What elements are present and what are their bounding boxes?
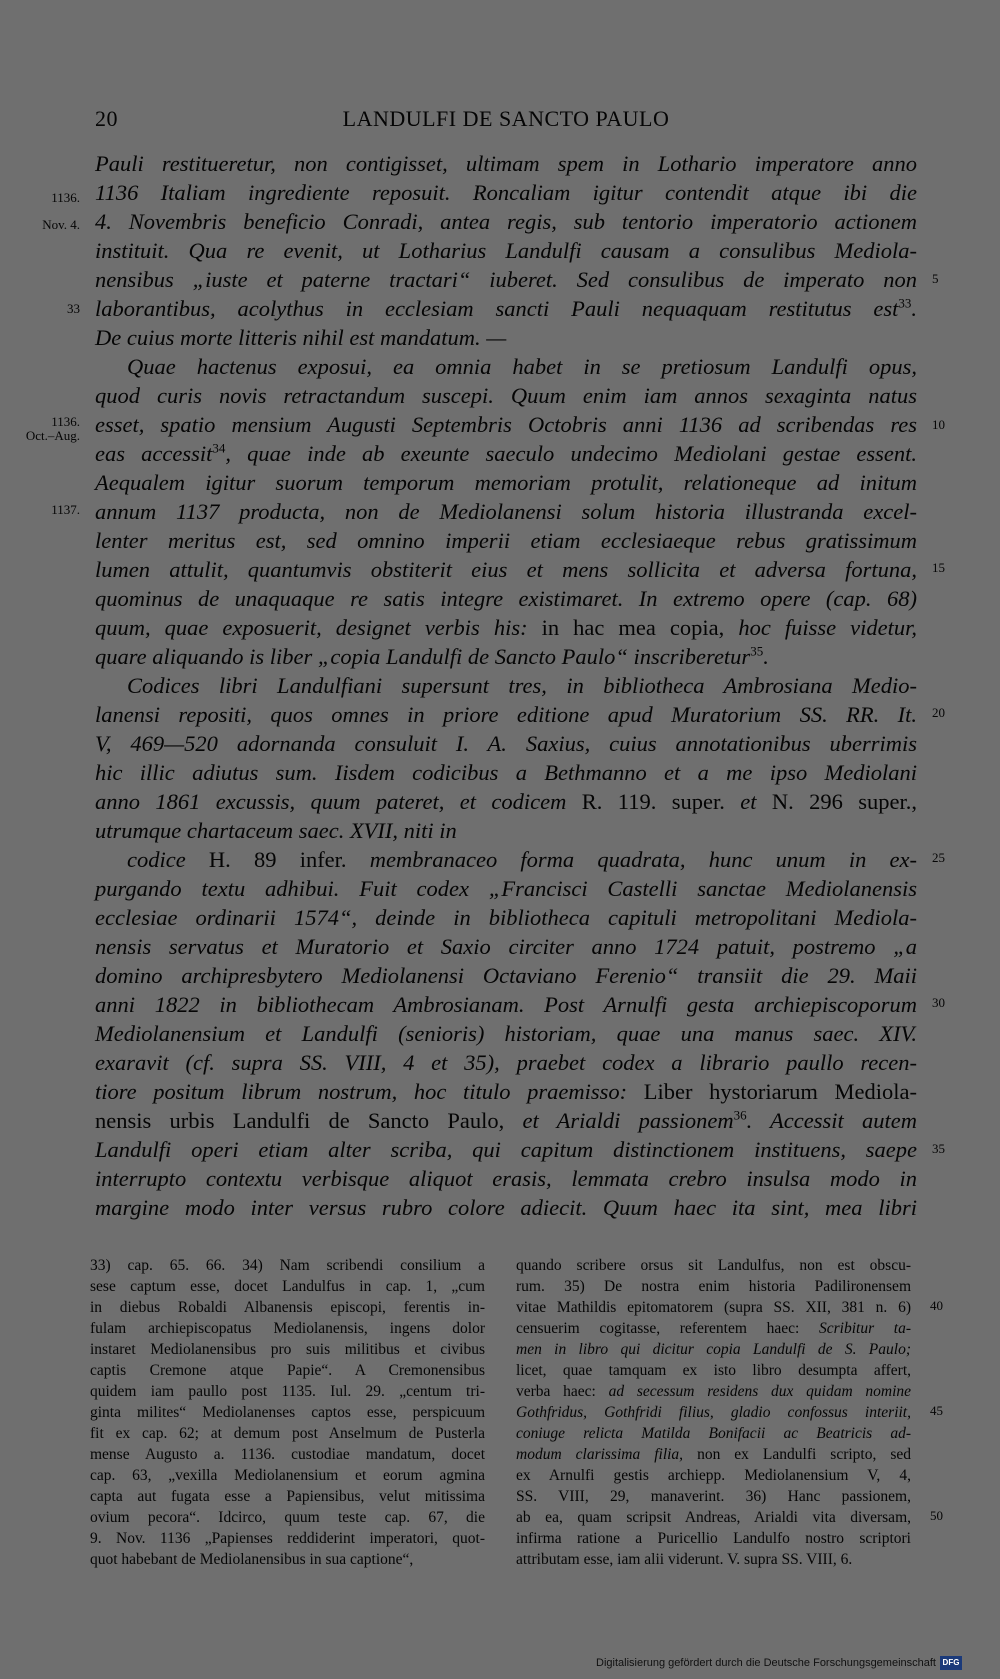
manuscript-title: nensis urbis Landulfi de Sancto Paulo, xyxy=(95,1108,505,1133)
quoted-text: coniuge relicta Matilda Bonifacii ac Beatricis ad- xyxy=(516,1425,911,1442)
footnote-line: quidem iam paullo post 1135. Iul. 29. „centum tri- xyxy=(90,1383,485,1400)
footnote-ref-36: 36 xyxy=(733,1107,747,1123)
line-number: 25 xyxy=(932,850,945,865)
footnote-ref-34: 34 xyxy=(212,440,226,456)
text-line: 1136 Italiam ingrediente reposuit. Roncaliam igitur contendit atque ibi die xyxy=(95,180,917,205)
footnote-line: SS. VIII, 29, manaverint. 36) Hanc passionem, xyxy=(516,1488,911,1505)
line-number: 10 xyxy=(932,417,945,432)
footnote-line: instaret Mediolanensibus pro suis militibus et civibus xyxy=(90,1341,485,1358)
footnote-line: fit ex cap. 62; at demum post Anselmum de Pusterla xyxy=(90,1425,485,1442)
text-line: hic illic adiutus sum. Iisdem codicibus a Bethmanno et a me ipso Mediolani xyxy=(95,760,917,785)
quoted-text: Scribitur ta- xyxy=(818,1320,912,1337)
footnote-line xyxy=(516,1402,911,1423)
margin-note-33: 33 xyxy=(67,301,80,316)
text-line: annum 1137 producta, non de Mediolanensi solum historia illustranda excel- xyxy=(95,499,917,524)
text-span: quare aliquando is liber „copia Landulfi de Sancto Paulo“ inscriberetur xyxy=(95,644,751,669)
footnotes-right-column xyxy=(516,1255,911,1570)
text-line: exaravit (cf. supra SS. VIII, 4 et 35), praebet codex a librario paullo recen- xyxy=(95,1050,917,1075)
text-line: purgando textu adhibui. Fuit codex „Francisci Castelli sanctae Mediolanensis xyxy=(95,876,917,901)
text-line: quare aliquando is liber „copia Landulfi de Sancto Paulo“ inscriberetur$^{35}$. xyxy=(95,643,769,669)
text-line: Landulfi operi etiam alter scriba, qui capitum distinctionem instituens, saepe xyxy=(95,1137,917,1162)
footnote-line: captis Cremone atque Papie“. A Cremonensibus xyxy=(90,1362,485,1379)
page-number: 20 xyxy=(95,106,118,131)
footnote-line-number: 45 xyxy=(930,1403,943,1418)
footnote-line: rum. 35) De nostra enim historia Padilironensem xyxy=(516,1278,911,1295)
footnote-line: attributam esse, iam alii viderunt. V. supra SS. VIII, 6. xyxy=(516,1551,853,1568)
text-span: membranaceo forma quadrata, hunc unum in ex- xyxy=(369,847,918,872)
footnote-line: infirma ratione a Puricellio Landulfo nostro scriptori xyxy=(516,1530,911,1547)
quoted-text: ad secessum residens dux quidam nomine xyxy=(608,1383,912,1400)
text-line xyxy=(95,440,917,468)
digitization-credit: Digitalisierung gefördert durch die Deutsche Forschungsgemeinschaft xyxy=(596,1657,936,1669)
text-line: Mediolanensium et Landulfi (senioris) historiam, quae una manus saec. XIV. xyxy=(95,1021,917,1046)
text-line xyxy=(95,788,917,816)
text-line: nensis servatus et Muratorio et Saxio circiter anno 1724 patuit, postremo „a xyxy=(95,934,917,959)
text-line: nensibus „iuste et paterne tractari“ iuberet. Sed consulibus de imperato non xyxy=(95,267,917,292)
text-line: quod curis novis retractandum suscepi. Quum enim iam annos sexaginta natus xyxy=(95,383,917,408)
text-line: De cuius morte litteris nihil est mandatum. — xyxy=(95,325,507,350)
footnote-line xyxy=(516,1318,911,1339)
text-line: utrumque chartaceum saec. XVII, niti in xyxy=(95,818,457,843)
text-span: et xyxy=(740,789,757,814)
text-span: tiore positum librum nostrum, hoc titulo praemisso: xyxy=(95,1079,628,1104)
footnote-line: sese captum esse, docet Landulfus in cap. 1, „cum xyxy=(90,1278,485,1295)
text-line: Pauli restitueretur, non contigisset, ultimam spem in Lothario imperatore anno xyxy=(95,151,917,176)
text-span: censuerim cogitasse, referentem haec: xyxy=(516,1320,800,1337)
text-span: et Arialdi passionem xyxy=(522,1108,734,1133)
text-line: V, 469—520 adornanda consuluit I. A. Saxius, cuius annotationibus uberrimis xyxy=(95,731,917,756)
text-line: margine modo inter versus rubro colore adiecit. Quum haec ita sint, mea libri xyxy=(95,1195,917,1220)
footnote-line: ovium pecora“. Idcirco, quum teste cap. 67, die xyxy=(90,1509,485,1526)
quoted-text: modum clarissima filia, xyxy=(516,1446,684,1463)
text-span: . Accessit autem xyxy=(746,1108,917,1133)
text-span: non ex Landulfi scripto, sed xyxy=(697,1446,912,1463)
footnote-line: vitae Mathildis epitomatorem (supra SS. XII, 381 n. 6) xyxy=(516,1299,911,1316)
shelfmark: R. 119. super. xyxy=(581,789,725,814)
text-line: domino archipresbytero Mediolanensi Octaviano Ferenio“ transiit die 29. Maii xyxy=(95,963,917,988)
shelfmark: H. 89 infer. xyxy=(208,847,347,872)
footnote-ref-35: 35 xyxy=(750,643,764,659)
text-line: lenter meritus est, sed omnino imperii etiam ecclesiaeque rebus gratissimum xyxy=(95,528,917,553)
margin-oct-aug: Oct.–Aug. xyxy=(25,428,80,443)
punct: . xyxy=(911,296,917,321)
footnote-line: in diebus Robaldi Albanensis episcopi, ferentis in- xyxy=(90,1299,485,1316)
footnote-line-number: 40 xyxy=(930,1298,943,1313)
text-line: instituit. Qua re evenit, ut Lotharius Landulfi causam a consulibus Mediola- xyxy=(95,238,917,263)
text-line: anni 1822 in bibliothecam Ambrosianam. Post Arnulfi gesta archiepiscoporum xyxy=(95,992,917,1017)
text-line: lanensi repositi, quos omnes in priore editione apud Muratorium SS. RR. It. xyxy=(95,702,917,727)
line-number: 15 xyxy=(932,560,945,575)
line-number: 5 xyxy=(932,271,939,286)
line-number: 30 xyxy=(932,995,945,1010)
text-line xyxy=(95,614,917,642)
text-line: esset, spatio mensium Augusti Septembris Octobris anni 1136 ad scribendas res xyxy=(95,412,917,437)
dfg-logo: DFG xyxy=(940,1656,962,1670)
footnote-line: quando scribere orsus sit Landulfus, non est obscu- xyxy=(516,1257,911,1274)
text-span: anno 1861 excussis, quum pateret, et codicem xyxy=(95,789,567,814)
text-span: eas accessit xyxy=(95,441,213,466)
text-line: ecclesiae ordinarii 1574“, deinde in bibliotheca capituli metropolitani Mediola- xyxy=(95,905,917,930)
running-header xyxy=(95,106,917,136)
footnote-line: 9. Nov. 1136 „Papienses reddiderint imperatori, quot- xyxy=(90,1530,485,1547)
text-line xyxy=(95,846,917,874)
text-span: laborantibus, acolythus in ecclesiam sancti Pauli nequaquam restitutus est xyxy=(95,296,899,321)
manuscript-title: Liber hystoriarum Mediola- xyxy=(643,1079,917,1104)
margin-nov-4: Nov. 4. xyxy=(42,217,80,232)
footnote-line: 33) cap. 65. 66. 34) Nam scribendi consilium a xyxy=(90,1257,485,1274)
footnote-line xyxy=(516,1381,911,1402)
text-span: hoc fuisse videtur, xyxy=(738,615,918,640)
text-line: 4. Novembris beneficio Conradi, antea regis, sub tentorio imperatorio actionem xyxy=(95,209,917,234)
text-line xyxy=(95,1107,917,1135)
footnotes-left-column xyxy=(90,1255,485,1570)
footnote-line: licet, quae tamquam ex isto libro desumpta affert, xyxy=(516,1362,911,1379)
text-line: Aequalem igitur suorum temporum memoriam protulit, relationeque ad initum xyxy=(95,470,917,495)
footnote-line: capta aut fugata esse a Papiensibus, velut mitissima xyxy=(90,1488,485,1505)
footnote-ref-33: 33 xyxy=(898,295,912,311)
text-line: interrupto contextu verbisque aliquot erasis, lemmata crebro insulsa modo in xyxy=(95,1166,917,1191)
footnote-line: cap. 63, „vexilla Mediolanensium et eorum agmina xyxy=(90,1467,485,1484)
margin-year-1136: 1136. xyxy=(51,190,80,205)
line-number: 20 xyxy=(932,705,945,720)
text-line: Quae hactenus exposui, ea omnia habet in se pretiosum Landulfi opus, xyxy=(127,354,917,379)
text-line xyxy=(95,1078,917,1106)
page-title: LANDULFI DE SANCTO PAULO xyxy=(342,106,670,131)
footnote-line xyxy=(516,1444,911,1465)
text-line: Codices libri Landulfiani supersunt tres, in bibliotheca Ambrosiana Medio- xyxy=(127,673,917,698)
shelfmark: N. 296 super., xyxy=(771,789,918,814)
margin-year-1137: 1137. xyxy=(51,502,80,517)
footnote-line xyxy=(516,1339,911,1360)
text-span: quum, quae exposuerit, designet verbis his: xyxy=(95,615,528,640)
footnote-line: ab ea, quam scripsit Andreas, Arialdi vita diversam, xyxy=(516,1509,911,1526)
quoted-text: men in libro qui dicitur copia Landulfi de S. Paulo; xyxy=(516,1341,911,1358)
footnote-line: ginta milites“ Mediolanenses captos esse, perspicuum xyxy=(90,1404,485,1421)
quotation-roman: in hac mea copia, xyxy=(541,615,725,640)
footnote-line xyxy=(516,1423,911,1444)
text-line: quominus de unaquaque re satis integre existimaret. In extremo opere (cap. 68) xyxy=(95,586,917,611)
footnote-line: ex Arnulfi gestis archiepp. Mediolanensium V, 4, xyxy=(516,1467,911,1484)
text-line: lumen attulit, quantumvis obstiterit eius et mens sollicita et adversa fortuna, xyxy=(95,557,917,582)
margin-year-1136-b: 1136. xyxy=(51,414,80,429)
footnote-line: mense Augusto a. 1136. custodiae mandatum, docet xyxy=(90,1446,485,1463)
text-span: codice xyxy=(127,847,186,872)
text-span: , quae inde ab exeunte saeculo undecimo Mediolani gestae essent. xyxy=(225,441,917,466)
line-number: 35 xyxy=(932,1141,945,1156)
footnote-line: quot habebant de Mediolanensibus in sua captione“, xyxy=(90,1551,414,1568)
footnote-line: fulam archiepiscopatus Mediolanensis, ingens dolor xyxy=(90,1320,485,1337)
quoted-text: Gothfridus, Gothfridi filius, gladio confossus interiit, xyxy=(516,1404,911,1421)
text-span: verba haec: xyxy=(516,1383,596,1400)
text-line xyxy=(95,295,917,323)
footnote-line-number: 50 xyxy=(930,1508,943,1523)
